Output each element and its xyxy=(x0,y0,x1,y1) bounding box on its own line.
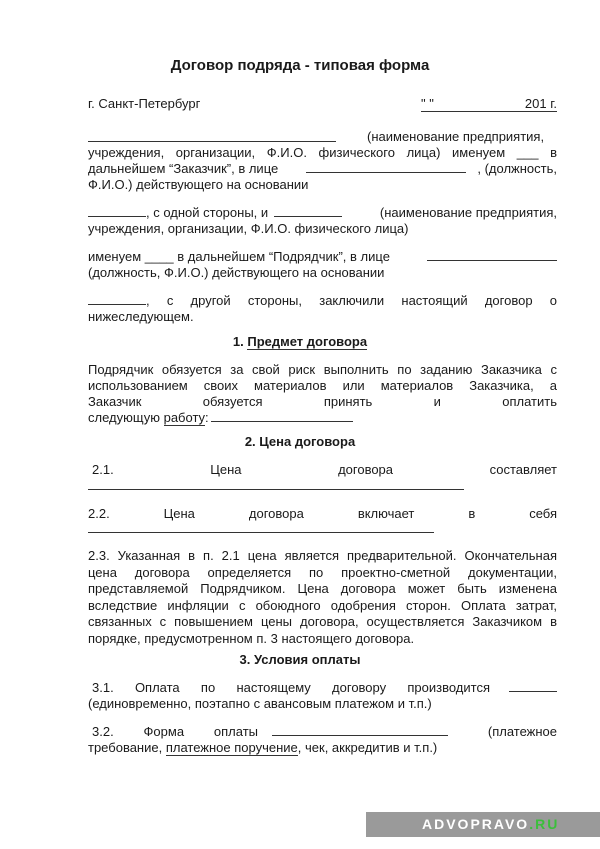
payment-form-blank xyxy=(272,724,448,736)
p1-line4: Ф.И.О.) действующего на основании xyxy=(88,177,309,192)
document-title: Договор подряда - типовая форма xyxy=(170,57,430,74)
s3-c2-line2 xyxy=(88,740,437,755)
date-quote: " " xyxy=(421,96,491,112)
p1-line1: (наименование предприятия, xyxy=(367,129,545,144)
work-blank xyxy=(211,410,353,422)
s1-line1: Подрядчик обязуется за свой риск выполнить по заданию Заказчика с xyxy=(88,362,557,377)
s3-c1-line2: (единовременно, поэтапно с авансовым платежом и т.п.) xyxy=(88,696,432,711)
price-blank xyxy=(88,478,464,493)
city: г. Санкт-Петербург xyxy=(88,96,201,111)
s3-c1-text: 3.1. Оплата по настоящему договору производится xyxy=(92,680,490,695)
p3-line1-text: именуем ____ в дальнейшем “Подрядчик”, в лице xyxy=(88,249,390,264)
date-year: 201 г. xyxy=(491,96,557,112)
s1-line4-text: следующую xyxy=(88,410,160,425)
date-line xyxy=(421,96,557,112)
section1-title: Предмет договора xyxy=(247,334,368,349)
s3-clause1 xyxy=(92,680,557,695)
s1-line2: использованием своих материалов или материалов Заказчика, а xyxy=(88,378,557,393)
watermark-brand: ADVOPRAVO xyxy=(422,816,530,832)
s1-colon: : xyxy=(205,410,209,425)
p2-line1 xyxy=(88,205,557,220)
section3-heading: 3. Условия оплаты xyxy=(239,652,361,667)
s2-c3-line1: 2.3. Указанная в п. 2.1 цена является предварительной. Окончательная xyxy=(88,548,557,563)
s2-clause2: 2.2. Цена договора включает в себя xyxy=(88,506,557,521)
s3-clause2 xyxy=(92,724,557,739)
section1-heading xyxy=(0,334,600,349)
p3-line1 xyxy=(88,249,557,264)
basis-blank xyxy=(88,205,146,217)
s2-c3-line3: представляемой Подрядчиком. Цена договора может быть изменена xyxy=(88,581,557,596)
p2-line1-text: , с одной стороны, и xyxy=(146,205,269,220)
s3-c2-text: 3.2. Форма оплаты xyxy=(92,724,258,739)
p1-line2: учреждения, организации, Ф.И.О. физического лица) именуем ___ в xyxy=(88,145,557,160)
section1-num: 1. xyxy=(232,334,244,349)
p2-line1-end: (наименование предприятия, xyxy=(379,205,557,220)
s2-c3-line6: порядке, предусмотренном п. 3 настоящего договора. xyxy=(88,630,415,646)
p1-line3 xyxy=(88,161,557,176)
s1-line3: Заказчик обязуется принять и оплатить xyxy=(88,394,557,409)
p3-line2: (должность, Ф.И.О.) действующего на основании xyxy=(88,265,385,280)
p4-line2: нижеследующем. xyxy=(88,309,194,324)
s2-c3-line2: цена договора определяется по проектно-сметной документации, xyxy=(88,564,557,580)
watermark-tld: .RU xyxy=(529,816,560,832)
s2-clause3 xyxy=(88,548,557,647)
p4-line1-text: , с другой стороны, заключили настоящий договор о xyxy=(146,293,557,308)
contractor-name-blank xyxy=(274,205,342,217)
p1-line3-end: , (должность, xyxy=(477,161,557,176)
s2-c3-line5: связанных с повышением цены договора, осуществляется Заказчиком в xyxy=(88,614,557,629)
payment-method-blank xyxy=(509,680,557,692)
s2-c3-line4: вследствие инфляции с обоюдного одобрения сторон. Оплата затрат, xyxy=(88,597,557,613)
contractor-rep-blank xyxy=(427,249,557,261)
representative-blank xyxy=(306,161,466,173)
section2-heading: 2. Цена договора xyxy=(244,434,356,449)
customer-name-blank xyxy=(88,130,336,145)
includes-blank xyxy=(88,521,434,536)
payment-order-link: платежное поручение xyxy=(165,740,298,755)
s2-clause1: 2.1. Цена договора составляет xyxy=(92,462,557,477)
s3-c2-rest: , чек, аккредитив и т.п.) xyxy=(297,740,438,755)
s1-line4 xyxy=(88,410,353,425)
s3-c2-end: (платежное xyxy=(487,724,557,739)
s3-c2-req: требование, xyxy=(88,740,163,755)
work-link: работу xyxy=(163,410,206,425)
p2-line2: учреждения, организации, Ф.И.О. физического лица) xyxy=(88,221,409,236)
advopravo-watermark xyxy=(366,812,600,837)
basis2-blank xyxy=(88,293,146,305)
p1-line3-text: дальнейшем “Заказчик”, в лице xyxy=(88,161,279,176)
p4-line1 xyxy=(88,293,557,308)
